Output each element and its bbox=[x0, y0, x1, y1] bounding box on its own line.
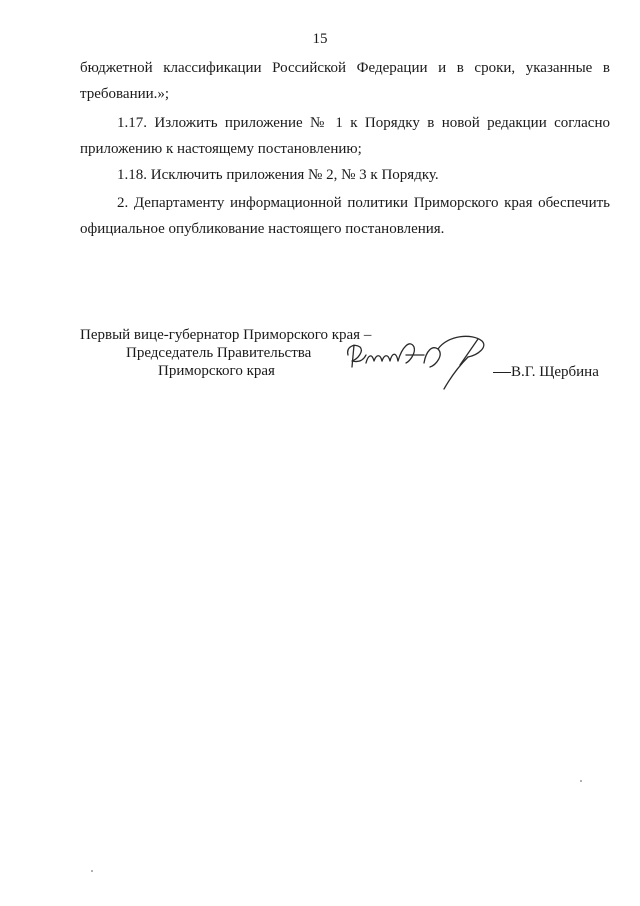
dash-line bbox=[493, 372, 511, 373]
page-number: 15 bbox=[312, 31, 328, 47]
signatory-title-line-1: Первый вице-губернатор Приморского края – bbox=[80, 327, 372, 343]
signatory-title-block bbox=[80, 326, 371, 380]
paragraph-text: бюджетной классификации Российской Федерации и в сроки, указанные в требовании.»; bbox=[80, 60, 610, 102]
scan-speck bbox=[91, 870, 93, 872]
signer-name-text: В.Г. Щербина bbox=[511, 364, 599, 380]
paragraph-text: 2. Департаменту информационной политики Приморского края обеспечить официальное опубликование настоящего постановления. bbox=[80, 195, 610, 237]
paragraph-text: 1.18. Исключить приложения № 2, № 3 к Порядку. bbox=[117, 167, 439, 183]
paragraph-text: 1.17. Изложить приложение № 1 к Порядку в новой редакции согласно приложению к настоящему постановлению; bbox=[80, 115, 610, 157]
signatory-title-line-2: Председатель Правительства bbox=[126, 345, 312, 361]
scan-speck bbox=[580, 780, 582, 782]
handwritten-signature bbox=[340, 325, 500, 395]
paragraph-continuation bbox=[80, 55, 610, 107]
paragraph-2 bbox=[80, 190, 610, 242]
signer-name bbox=[493, 364, 599, 381]
signatory-title-line-3: Приморского края bbox=[158, 363, 275, 379]
paragraph-1-17 bbox=[80, 110, 610, 162]
paragraph-1-18 bbox=[80, 162, 610, 188]
